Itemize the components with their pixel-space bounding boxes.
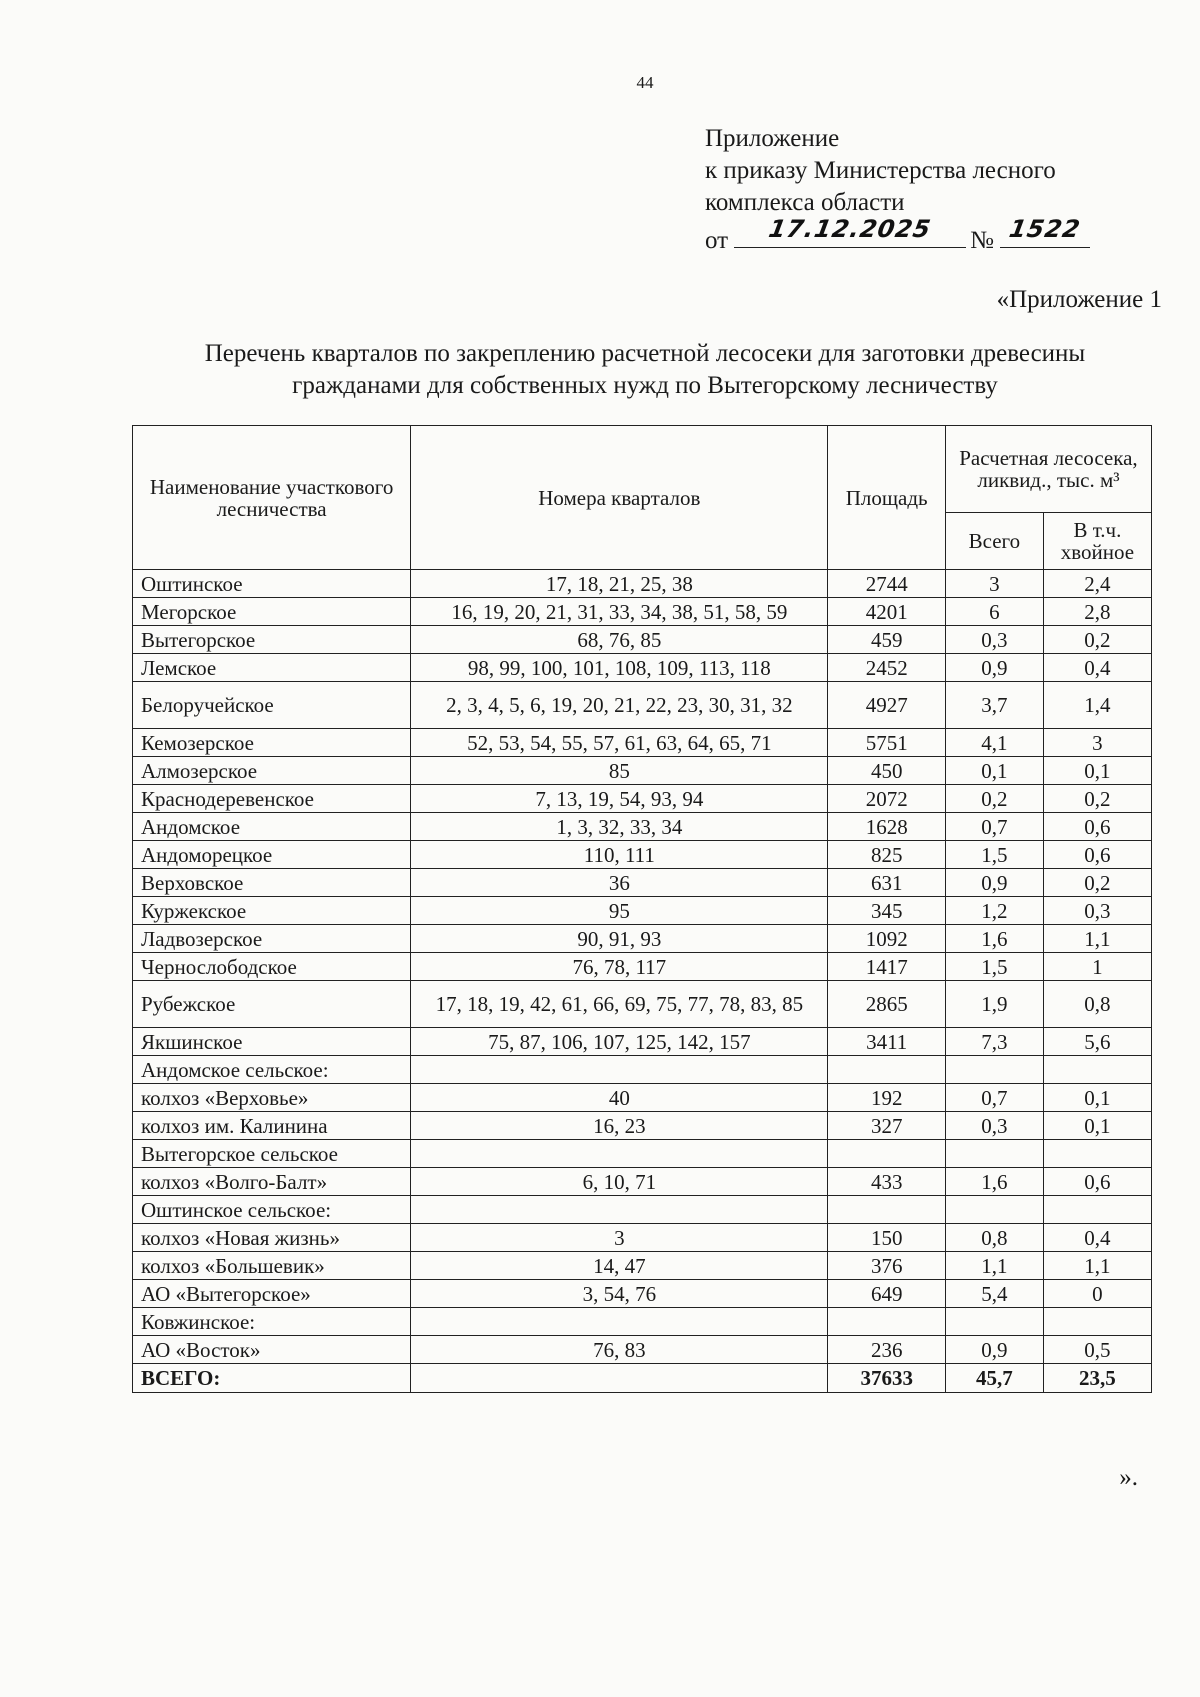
cell-quarters: 16, 19, 20, 21, 31, 33, 34, 38, 51, 58, 59 [411, 598, 828, 626]
cell-total: 1,9 [945, 981, 1043, 1028]
table-row [133, 1336, 1152, 1364]
page-number: 44 [636, 73, 654, 92]
total-name: ВСЕГО: [133, 1364, 411, 1393]
cell-total: 0,8 [945, 1224, 1043, 1252]
cell-name: колхоз «Волго-Балт» [133, 1168, 411, 1196]
header-name: Наименование участкового лесничества [133, 426, 411, 570]
cell-total: 4,1 [945, 729, 1043, 757]
cell-coniferous: 0,8 [1043, 981, 1151, 1028]
cell-coniferous: 1,4 [1043, 682, 1151, 729]
cell-name: Краснодеревенское [133, 785, 411, 813]
table-row [133, 1056, 1152, 1084]
cell-name: колхоз «Новая жизнь» [133, 1224, 411, 1252]
cell-name: Оштинское [133, 570, 411, 598]
cell-area: 150 [828, 1224, 945, 1252]
appendix-line-2: к приказу Министерства лесного [705, 157, 1056, 184]
cell-coniferous [1043, 1140, 1151, 1168]
total-area: 37633 [828, 1364, 945, 1393]
table-row [133, 757, 1152, 785]
cell-total: 6 [945, 598, 1043, 626]
cell-coniferous [1043, 1308, 1151, 1336]
cell-quarters: 95 [411, 897, 828, 925]
cell-quarters: 76, 78, 117 [411, 953, 828, 981]
cell-name: Кемозерское [133, 729, 411, 757]
table-row [133, 785, 1152, 813]
cell-total: 0,7 [945, 1084, 1043, 1112]
table-row [133, 1084, 1152, 1112]
cell-coniferous: 0,4 [1043, 1224, 1151, 1252]
cell-total: 0,9 [945, 1336, 1043, 1364]
number-label: № [970, 227, 994, 254]
cell-quarters: 40 [411, 1084, 828, 1112]
total-row [133, 1364, 1152, 1393]
cell-total: 0,9 [945, 654, 1043, 682]
cell-area: 825 [828, 841, 945, 869]
cell-total [945, 1056, 1043, 1084]
quarters-table [132, 425, 1152, 1393]
cell-name: Ковжинское: [133, 1308, 411, 1336]
cell-total: 1,1 [945, 1252, 1043, 1280]
cell-area: 5751 [828, 729, 945, 757]
table-row [133, 1140, 1152, 1168]
cell-area: 1417 [828, 953, 945, 981]
cell-quarters: 76, 83 [411, 1336, 828, 1364]
cell-area: 4927 [828, 682, 945, 729]
table-row [133, 1168, 1152, 1196]
cell-quarters [411, 1056, 828, 1084]
cell-quarters: 1, 3, 32, 33, 34 [411, 813, 828, 841]
cell-total: 3,7 [945, 682, 1043, 729]
table-row [133, 1252, 1152, 1280]
total-coniferous: 23,5 [1043, 1364, 1151, 1393]
cell-total [945, 1140, 1043, 1168]
cell-area [828, 1308, 945, 1336]
cell-total: 0,1 [945, 757, 1043, 785]
closing-quote: ». [1119, 1464, 1138, 1491]
cell-coniferous: 0,4 [1043, 654, 1151, 682]
cell-name: Алмозерское [133, 757, 411, 785]
cell-quarters: 14, 47 [411, 1252, 828, 1280]
cell-name: Лемское [133, 654, 411, 682]
table-row [133, 1308, 1152, 1336]
table-row [133, 682, 1152, 729]
cell-name: Андомское сельское: [133, 1056, 411, 1084]
table-row [133, 813, 1152, 841]
cell-name: Мегорское [133, 598, 411, 626]
cell-quarters: 110, 111 [411, 841, 828, 869]
cell-coniferous: 0,2 [1043, 626, 1151, 654]
cell-quarters: 6, 10, 71 [411, 1168, 828, 1196]
cell-total: 5,4 [945, 1280, 1043, 1308]
cell-quarters: 17, 18, 19, 42, 61, 66, 69, 75, 77, 78, 83, 85 [411, 981, 828, 1028]
cell-area: 2865 [828, 981, 945, 1028]
cell-coniferous: 0,1 [1043, 1084, 1151, 1112]
cell-total: 0,3 [945, 1112, 1043, 1140]
cell-name: колхоз «Верховье» [133, 1084, 411, 1112]
cell-area: 1092 [828, 925, 945, 953]
cell-coniferous: 0,1 [1043, 1112, 1151, 1140]
cell-coniferous: 3 [1043, 729, 1151, 757]
table-row [133, 1280, 1152, 1308]
cell-area: 236 [828, 1336, 945, 1364]
cell-area: 2452 [828, 654, 945, 682]
cell-quarters: 3 [411, 1224, 828, 1252]
cell-name: Якшинское [133, 1028, 411, 1056]
cell-coniferous: 0,3 [1043, 897, 1151, 925]
cell-area: 649 [828, 1280, 945, 1308]
cell-name: АО «Восток» [133, 1336, 411, 1364]
appendix-header [705, 123, 1090, 253]
cell-area: 4201 [828, 598, 945, 626]
header-coniferous: В т.ч. хвойное [1043, 513, 1151, 570]
cell-quarters: 85 [411, 757, 828, 785]
cell-quarters [411, 1140, 828, 1168]
date-blank [734, 215, 966, 248]
appendix-line-3: комплекса области [705, 189, 905, 216]
cell-coniferous: 0,6 [1043, 813, 1151, 841]
header-total: Всего [945, 513, 1043, 570]
cell-coniferous: 2,4 [1043, 570, 1151, 598]
cell-quarters: 75, 87, 106, 107, 125, 142, 157 [411, 1028, 828, 1056]
cell-coniferous: 0 [1043, 1280, 1151, 1308]
table-row [133, 626, 1152, 654]
cell-total: 3 [945, 570, 1043, 598]
total-total: 45,7 [945, 1364, 1043, 1393]
cell-coniferous: 0,2 [1043, 869, 1151, 897]
cell-name: Оштинское сельское: [133, 1196, 411, 1224]
cell-area [828, 1196, 945, 1224]
cell-name: колхоз «Большевик» [133, 1252, 411, 1280]
cell-area: 1628 [828, 813, 945, 841]
cell-quarters: 90, 91, 93 [411, 925, 828, 953]
cell-total: 1,2 [945, 897, 1043, 925]
cell-area [828, 1140, 945, 1168]
cell-total: 1,6 [945, 925, 1043, 953]
cell-total: 1,5 [945, 953, 1043, 981]
cell-name: Белоручейское [133, 682, 411, 729]
cell-coniferous: 2,8 [1043, 598, 1151, 626]
cell-coniferous [1043, 1196, 1151, 1224]
cell-name: Андоморецкое [133, 841, 411, 869]
number-blank [1000, 215, 1090, 248]
handwritten-date: 17.12.2025 [766, 215, 934, 243]
table-row [133, 897, 1152, 925]
cell-quarters [411, 1308, 828, 1336]
appendix-1-label: «Приложение 1 [996, 286, 1162, 313]
cell-total: 0,7 [945, 813, 1043, 841]
table-row [133, 925, 1152, 953]
cell-area: 450 [828, 757, 945, 785]
table-row [133, 1112, 1152, 1140]
cell-total: 0,3 [945, 626, 1043, 654]
cell-area: 459 [828, 626, 945, 654]
cell-quarters: 16, 23 [411, 1112, 828, 1140]
table-row [133, 1196, 1152, 1224]
cell-area: 433 [828, 1168, 945, 1196]
cell-total [945, 1196, 1043, 1224]
appendix-title: Приложение [705, 125, 840, 152]
cell-coniferous: 0,5 [1043, 1336, 1151, 1364]
cell-name: Верховское [133, 869, 411, 897]
cell-coniferous: 0,2 [1043, 785, 1151, 813]
document-title [120, 338, 1170, 402]
cell-area: 3411 [828, 1028, 945, 1056]
table-row [133, 570, 1152, 598]
cell-coniferous: 1,1 [1043, 1252, 1151, 1280]
cell-coniferous: 0,6 [1043, 1168, 1151, 1196]
title-line-2: гражданами для собственных нужд по Вытегорскому лесничеству [292, 372, 998, 399]
cell-name: Рубежское [133, 981, 411, 1028]
cell-total: 1,5 [945, 841, 1043, 869]
cell-area: 2744 [828, 570, 945, 598]
cell-quarters: 52, 53, 54, 55, 57, 61, 63, 64, 65, 71 [411, 729, 828, 757]
table-row [133, 1224, 1152, 1252]
cell-coniferous: 1,1 [1043, 925, 1151, 953]
cell-quarters: 36 [411, 869, 828, 897]
cell-total: 0,2 [945, 785, 1043, 813]
cell-area: 345 [828, 897, 945, 925]
cell-quarters: 2, 3, 4, 5, 6, 19, 20, 21, 22, 23, 30, 31, 32 [411, 682, 828, 729]
cell-name: Чернослободское [133, 953, 411, 981]
table-row [133, 654, 1152, 682]
cell-area: 2072 [828, 785, 945, 813]
cell-area: 192 [828, 1084, 945, 1112]
cell-quarters: 3, 54, 76 [411, 1280, 828, 1308]
total-quarters [411, 1364, 828, 1393]
table-row [133, 869, 1152, 897]
header-quarters: Номера кварталов [411, 426, 828, 570]
cell-name: АО «Вытегорское» [133, 1280, 411, 1308]
cell-total: 0,9 [945, 869, 1043, 897]
table-row [133, 841, 1152, 869]
table-row [133, 729, 1152, 757]
header-cutting: Расчетная лесосека, ликвид., тыс. м³ [945, 426, 1151, 513]
table-row [133, 598, 1152, 626]
cell-name: Андомское [133, 813, 411, 841]
cell-coniferous: 0,6 [1043, 841, 1151, 869]
cell-total: 7,3 [945, 1028, 1043, 1056]
cell-name: Куржекское [133, 897, 411, 925]
cell-quarters: 7, 13, 19, 54, 93, 94 [411, 785, 828, 813]
table-body [133, 570, 1152, 1393]
handwritten-number: 1522 [1007, 215, 1083, 243]
table-row [133, 981, 1152, 1028]
cell-quarters [411, 1196, 828, 1224]
table-row [133, 953, 1152, 981]
cell-coniferous: 1 [1043, 953, 1151, 981]
table-row [133, 1028, 1152, 1056]
cell-coniferous: 0,1 [1043, 757, 1151, 785]
cell-name: Ладвозерское [133, 925, 411, 953]
cell-quarters: 17, 18, 21, 25, 38 [411, 570, 828, 598]
cell-name: колхоз им. Калинина [133, 1112, 411, 1140]
cell-area [828, 1056, 945, 1084]
cell-area: 631 [828, 869, 945, 897]
cell-quarters: 68, 76, 85 [411, 626, 828, 654]
cell-coniferous [1043, 1056, 1151, 1084]
cell-name: Вытегорское сельское [133, 1140, 411, 1168]
from-label: от [705, 227, 729, 254]
cell-area: 376 [828, 1252, 945, 1280]
cell-total: 1,6 [945, 1168, 1043, 1196]
header-area: Площадь [828, 426, 945, 570]
title-line-1: Перечень кварталов по закреплению расчетной лесосеки для заготовки древесины [204, 340, 1086, 367]
cell-coniferous: 5,6 [1043, 1028, 1151, 1056]
cell-quarters: 98, 99, 100, 101, 108, 109, 113, 118 [411, 654, 828, 682]
cell-name: Вытегорское [133, 626, 411, 654]
cell-area: 327 [828, 1112, 945, 1140]
cell-total [945, 1308, 1043, 1336]
appendix-date-line [705, 215, 1090, 254]
